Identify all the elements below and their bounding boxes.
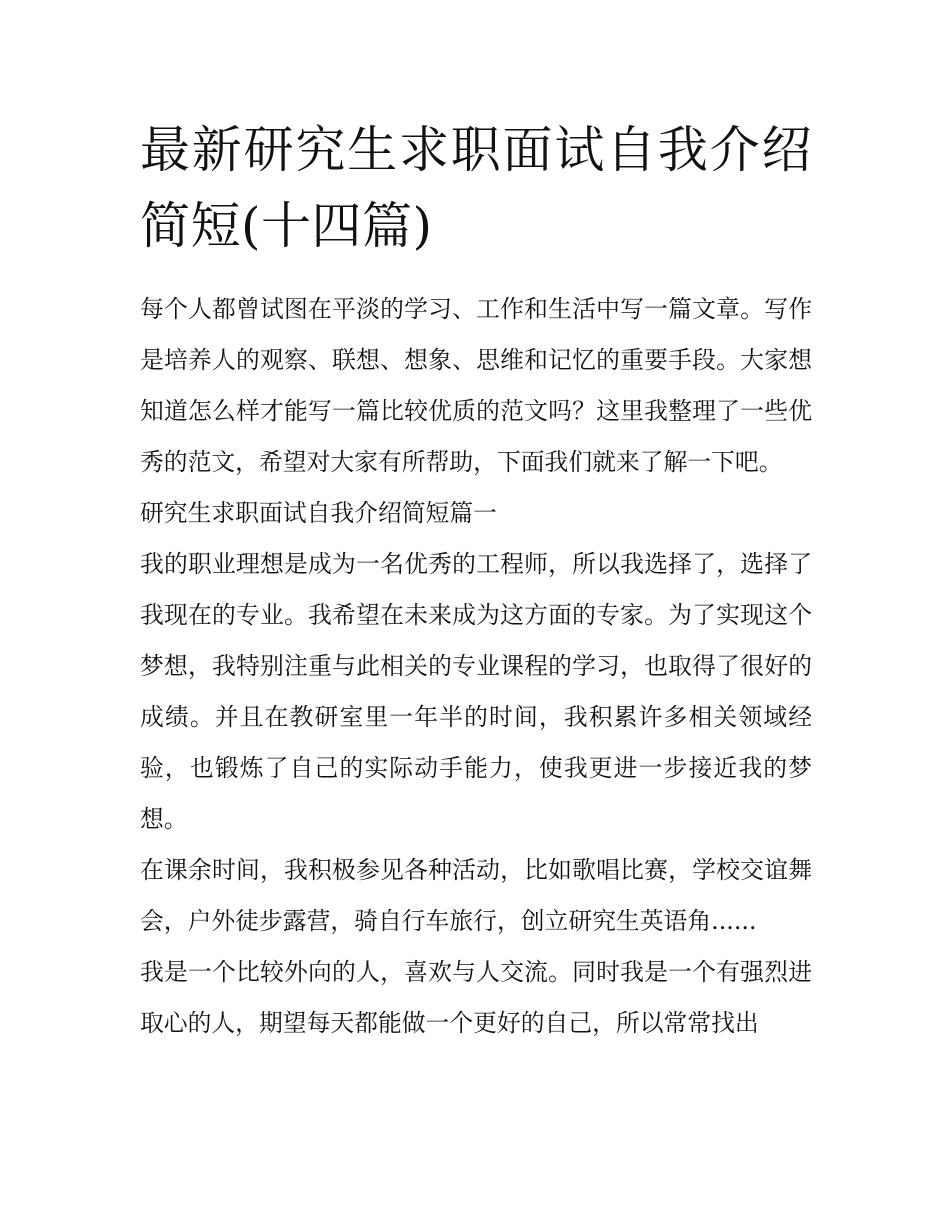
body-paragraph-3: 我是一个比较外向的人，喜欢与人交流。同时我是一个有强烈进取心的人，期望每天都能做一个更好的自己，所以常常找出 <box>140 958 812 1037</box>
document-title: 最新研究生求职面试自我介绍简短(十四篇) <box>140 121 812 255</box>
body-paragraph-2: 在课余时间，我积极参见各种活动，比如歌唱比赛，学校交谊舞会，户外徒步露营，骑自行车旅行，创立研究生英语角...... <box>140 856 812 935</box>
document-page <box>140 112 812 1049</box>
intro-paragraph: 每个人都曾试图在平淡的学习、工作和生活中写一篇文章。写作是培养人的观察、联想、想象、思维和记忆的重要手段。大家想知道怎么样才能写一篇比较优质的范文吗？这里我整理了一些优秀的范文，希望对大家有所帮助，下面我们就来了解一下吧。 <box>140 295 812 476</box>
body-paragraph-1: 我的职业理想是成为一名优秀的工程师，所以我选择了，选择了我现在的专业。我希望在未来成为这方面的专家。为了实现这个梦想，我特别注重与此相关的专业课程的学习，也取得了很好的成绩。并且在教研室里一年半的时间，我积累许多相关领域经验，也锻炼了自己的实际动手能力，使我更进一步接近我的梦想。 <box>140 550 812 833</box>
section-heading: 研究生求职面试自我介绍简短篇一 <box>140 499 497 527</box>
